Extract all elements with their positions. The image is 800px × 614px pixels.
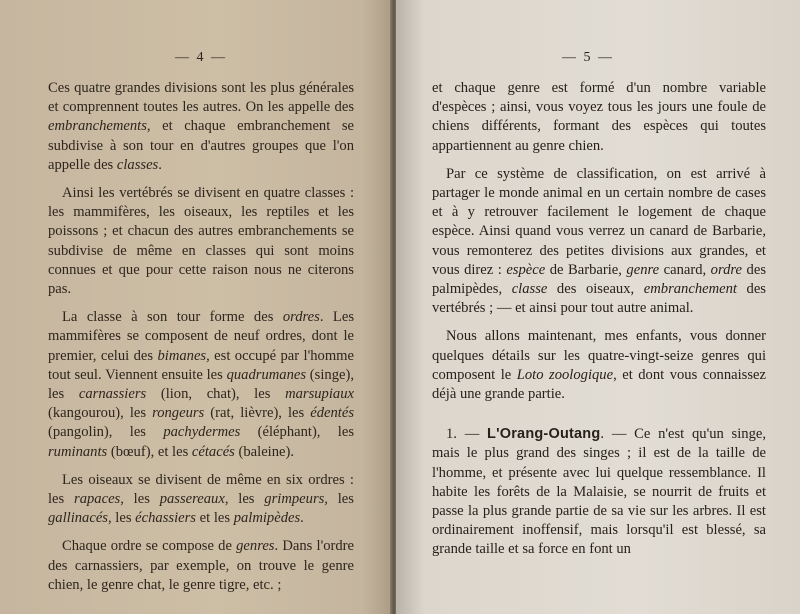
text-run: (éléphant), les: [240, 424, 355, 441]
italic-term: genre: [626, 261, 660, 278]
text-run: , et dont vous connaissez déjà une grande partie.: [432, 366, 766, 403]
text-run: , est occupé par l'homme tout seul. Viennent ensuite les: [48, 347, 355, 383]
text-run: Ainsi les vertébrés se divisent en quatre classes : les mammifères, les oiseaux, les reptiles et les poissons ; et chacun des autres embranchements se subdivise de même en classes qui sont moins connues et que pour cette raison nous ne citerons pas.: [48, 185, 354, 298]
italic-term: grimpeurs: [264, 491, 325, 508]
text-run: (pangolin), les: [48, 424, 164, 441]
text-run: , les: [224, 491, 265, 508]
italic-term: Loto zoologique: [516, 366, 614, 383]
text-run: (kangourou), les: [48, 405, 153, 422]
italic-term: palmipèdes: [233, 510, 301, 527]
left-paragraph-2: [48, 184, 354, 299]
italic-term: cétacés: [191, 443, 235, 460]
text-run: (baleine).: [234, 443, 295, 460]
italic-term: rapaces: [74, 491, 121, 508]
text-run: et chaque genre est formé d'un nombre variable d'espèces ; ainsi, vous voyez tous les jours une foule de chiens différents, formant des espèces qui toutes appartiennent au genre chien.: [432, 80, 766, 154]
italic-term: ordres: [282, 309, 320, 326]
italic-term: passereaux: [159, 491, 225, 508]
right-paragraph-3: [432, 327, 766, 404]
italic-term: rongeurs: [152, 405, 205, 422]
right-page-number: — 5 —: [562, 50, 614, 65]
italic-term: quadrumanes: [226, 366, 307, 383]
italic-term: bimanes: [157, 347, 207, 364]
text-run: des vertébrés ; — et ainsi pour tout autre animal.: [432, 281, 766, 317]
text-run: Nous allons maintenant, mes enfants, vous donner quelques détails sur les quatre-vingt-seize genres qui composent le: [432, 328, 766, 383]
text-run: Les oiseaux se divisent de même en six ordres : les: [48, 471, 354, 508]
left-page-number: — 4 —: [175, 50, 227, 65]
left-page: [0, 0, 394, 614]
text-run: (singe), les: [48, 366, 354, 403]
right-page: [396, 0, 800, 614]
right-paragraph-1: [432, 79, 766, 156]
text-run: (lion, chat), les: [146, 386, 286, 403]
text-run: des palmipèdes,: [432, 261, 766, 298]
text-run: Ces quatre grandes divisions sont les plus générales et comprennent toutes les autres. On les appelle des: [48, 80, 354, 116]
entry-orang-outang: [432, 425, 766, 559]
italic-term: marsupiaux: [285, 386, 354, 403]
italic-term: édentés: [310, 405, 355, 422]
italic-term: ruminants: [48, 443, 108, 460]
italic-term: genres: [236, 538, 275, 555]
text-run: . Les mammifères se composent de neuf ordres, dont le premier, celui des: [48, 309, 354, 364]
left-paragraph-1: [48, 79, 354, 175]
left-paragraph-3: [48, 308, 354, 462]
text-run: des oiseaux,: [547, 281, 644, 298]
text-run: et les: [195, 510, 234, 527]
italic-term: classe: [511, 281, 548, 298]
text-run: , les: [108, 510, 136, 527]
text-run: .: [158, 156, 162, 173]
text-run: , les: [120, 491, 160, 508]
text-run: (bœuf), et les: [107, 443, 192, 460]
italic-term: embranchement: [643, 281, 737, 298]
text-run: , les: [324, 491, 354, 508]
right-page-text: [432, 79, 766, 560]
text-run: Par ce système de classification, on est arrivé à partager le monde animal en un certain nombre de cases et à y retrouver facilement le logement de chaque espèce. Ainsi quand vous verrez un canard de Barbarie, vous remonterez des petites divisions aux grandes, et vous direz :: [432, 165, 766, 278]
left-paragraph-4: [48, 471, 354, 529]
italic-term: ordre: [710, 261, 743, 278]
entry-text: . — Ce n'est qu'un singe, mais le plus grand des singes ; il est de la taille de l'homme, et présente avec lui quelque ressemblance. Il habite les forêts de la Malaisie, se nourrit de fruits et passe la plus grande partie de sa vie sur les arbres. Il est ordinairement inoffensif, mais lorsqu'il est blessé, sa grande taille et sa force en font un: [432, 426, 766, 558]
italic-term: échassiers: [135, 510, 196, 527]
entry-title: L'Orang-Outang: [487, 426, 601, 443]
italic-term: carnassiers: [78, 386, 147, 403]
text-run: de Barbarie,: [545, 261, 627, 278]
italic-term: espèce: [506, 261, 546, 278]
text-run: La classe à son tour forme des: [62, 309, 283, 326]
text-run: canard,: [659, 261, 711, 278]
left-page-text: [48, 79, 354, 595]
left-paragraph-5: [48, 537, 354, 595]
italic-term: embranchements: [48, 118, 147, 135]
italic-term: gallinacés: [48, 510, 108, 527]
italic-term: classes: [116, 156, 159, 173]
text-run: .: [300, 510, 304, 527]
text-run: , et chaque embranchement se subdivise à son tour en d'autres groupes que l'on appelle des: [48, 118, 354, 173]
right-paragraph-2: [432, 165, 766, 319]
italic-term: pachydermes: [163, 424, 241, 441]
text-run: . Dans l'ordre des carnassiers, par exemple, on trouve le genre chien, le genre chat, le genre tigre, etc. ;: [48, 538, 354, 593]
entry-number: 1. —: [446, 426, 488, 443]
text-run: (rat, lièvre), les: [204, 405, 311, 422]
text-run: Chaque ordre se compose de: [62, 538, 237, 555]
